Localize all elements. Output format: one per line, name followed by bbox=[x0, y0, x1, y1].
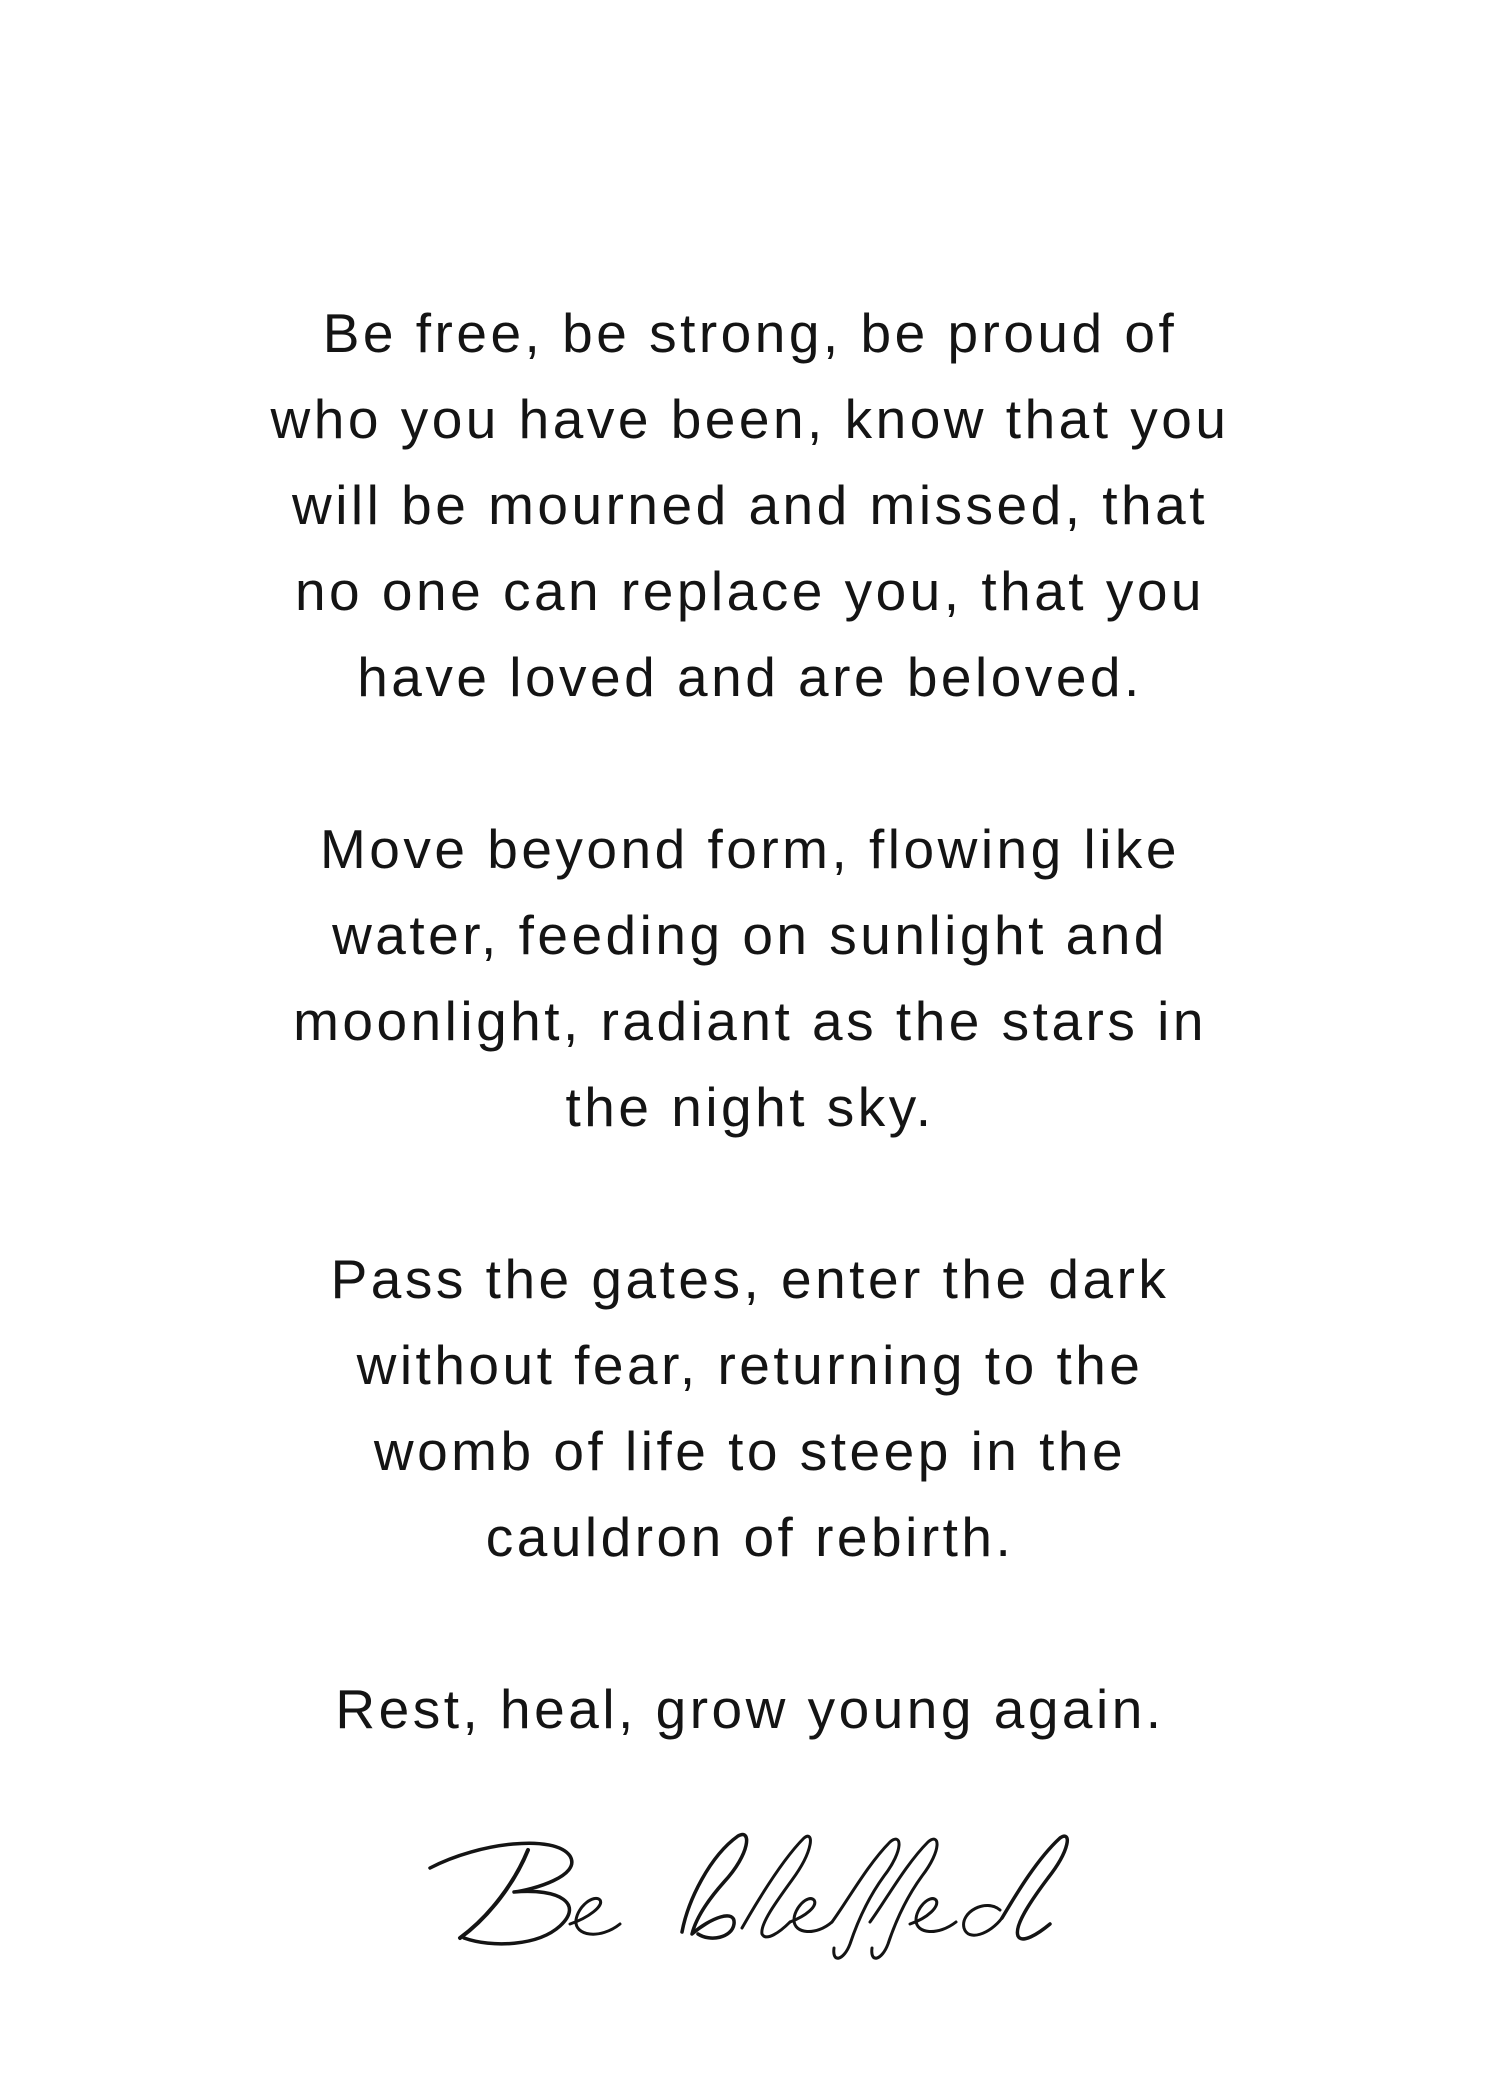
poem-line: without fear, returning to the bbox=[356, 1334, 1144, 1396]
script-stroke bbox=[682, 1835, 747, 1939]
script-stroke bbox=[460, 1850, 528, 1938]
poem-line: cauldron of rebirth. bbox=[485, 1506, 1015, 1568]
script-stroke bbox=[910, 1899, 956, 1932]
stanza-1 bbox=[0, 290, 1500, 720]
stanza-4 bbox=[0, 1666, 1500, 1752]
poem-line: Be free, be strong, be proud of bbox=[322, 302, 1178, 364]
poem-line: who you have been, know that you bbox=[270, 388, 1230, 450]
poem-line: no one can replace you, that you bbox=[294, 560, 1206, 622]
stanza-3 bbox=[0, 1236, 1500, 1580]
poem-line: Pass the gates, enter the dark bbox=[330, 1248, 1170, 1310]
poem-line: have loved and are beloved. bbox=[357, 646, 1143, 708]
script-stroke bbox=[742, 1836, 810, 1937]
script-stroke bbox=[570, 1898, 620, 1934]
poem bbox=[0, 290, 1500, 1838]
poem-line: water, feeding on sunlight and bbox=[332, 904, 1168, 966]
poem-line: moonlight, radiant as the stars in bbox=[293, 990, 1207, 1052]
poem-line: Move beyond form, flowing like bbox=[319, 818, 1181, 880]
closing-signature bbox=[0, 1820, 1500, 1970]
script-stroke bbox=[870, 1839, 937, 1958]
stanza-2 bbox=[0, 806, 1500, 1150]
script-stroke bbox=[1002, 1836, 1067, 1939]
poem-line: Rest, heal, grow young again. bbox=[335, 1678, 1165, 1740]
poem-line: will be mourned and missed, that bbox=[291, 474, 1209, 536]
script-stroke bbox=[964, 1905, 1002, 1935]
be-blessed-script-signature bbox=[420, 1820, 1080, 1970]
script-stroke bbox=[430, 1843, 572, 1944]
script-stroke bbox=[790, 1899, 832, 1932]
poem-line: the night sky. bbox=[565, 1076, 935, 1138]
poem-line: womb of life to steep in the bbox=[373, 1420, 1127, 1482]
